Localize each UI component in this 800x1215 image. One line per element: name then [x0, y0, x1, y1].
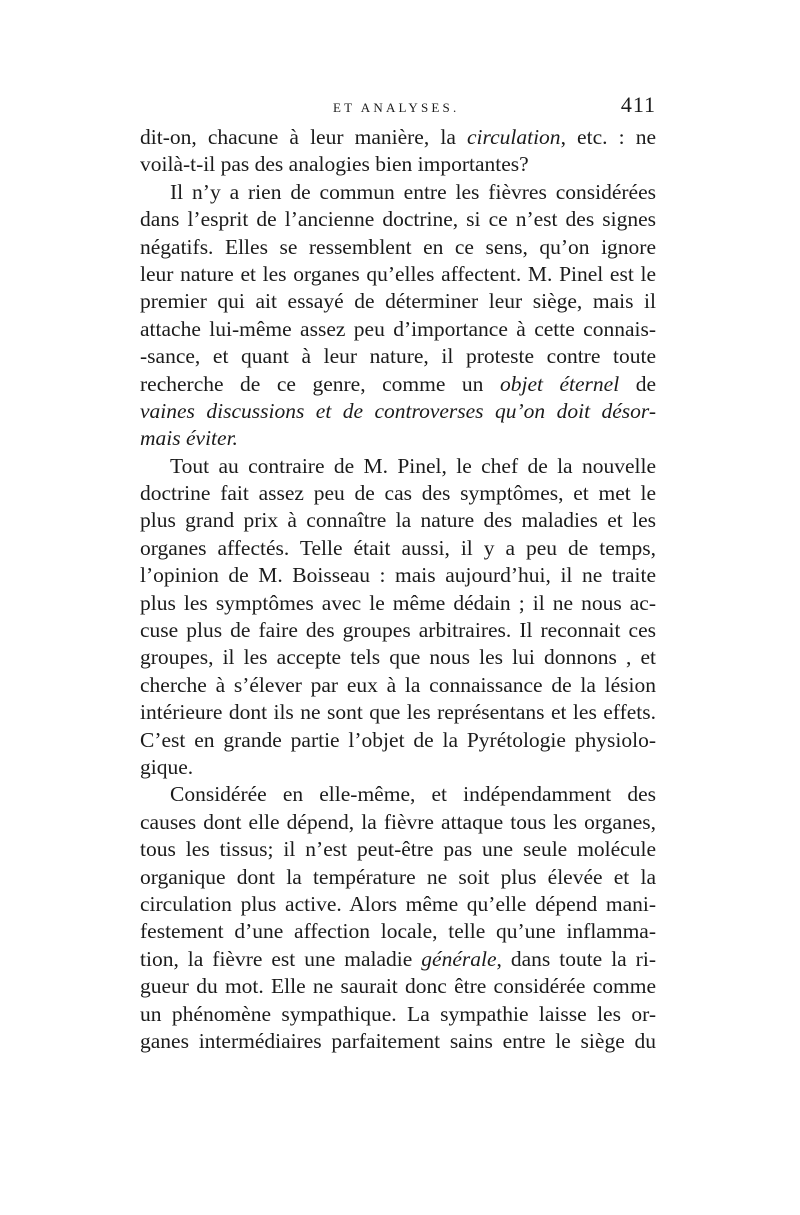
italic-phrase: générale: [421, 946, 497, 971]
running-head: ET ANALYSES.: [333, 100, 460, 115]
paragraph-first-line: Il n’y a rien de commun entre les fièvres considérées: [170, 179, 656, 204]
text-line: causes dont elle dépend, la fièvre attaque tous les organes,: [140, 809, 656, 834]
text-line-italic: vaines discussions et de controverses qu’on doit désor-: [140, 398, 656, 423]
text-line: gueur du mot. Elle ne saurait donc être considérée comme: [140, 974, 656, 999]
italic-phrase: objet éternel: [499, 371, 620, 396]
text-line: gique.: [140, 754, 194, 779]
text-line: négatifs. Elles se ressemblent en ce sens, qu’on ignore: [140, 234, 656, 259]
text-line: organique dont la température ne soit plus élevée et la: [140, 864, 656, 889]
text-line: cuse plus de faire des groupes arbitraires. Il reconnait ces: [140, 618, 656, 643]
text-line: attache lui-même assez peu d’importance à cette connais-: [140, 316, 656, 341]
text-line: plus les symptômes avec le même dédain ; il ne nous ac-: [140, 590, 656, 615]
text-line-italic: mais éviter.: [140, 426, 238, 451]
text-line: cherche à s’élever par eux à la connaissance de la lésion: [140, 672, 656, 697]
text-line: organes affectés. Telle était aussi, il y a peu de temps,: [140, 535, 656, 560]
text-line: voilà-t-il pas des analogies bien importantes?: [140, 152, 529, 177]
text-line: dans l’esprit de l’ancienne doctrine, si ce n’est des signes: [140, 207, 656, 232]
text-line: groupes, il les accepte tels que nous les lui donnons , et: [140, 645, 656, 670]
italic-phrase: circulation: [467, 125, 561, 149]
text-line: premier qui ait essayé de déterminer leur siège, mais il: [140, 289, 656, 314]
text-line: intérieure dont ils ne sont que les représentans et les effets.: [140, 700, 656, 725]
page-number: 411: [620, 92, 656, 117]
text-line: -sance, et quant à leur nature, il proteste contre toute: [140, 344, 656, 369]
text-line: doctrine fait assez peu de cas des symptômes, et met le: [140, 481, 656, 506]
text-line: plus grand prix à connaître la nature des maladies et les: [140, 508, 656, 533]
text-line: circulation plus active. Alors même qu’elle dépend mani-: [140, 891, 656, 916]
paragraph-first-line: Tout au contraire de M. Pinel, le chef de la nouvelle: [170, 453, 656, 478]
text-line: leur nature et les organes qu’elles affectent. M. Pinel est le: [140, 261, 656, 286]
text-line: festement d’une affection locale, telle qu’une inflamma-: [140, 919, 656, 944]
page-header: [140, 94, 656, 120]
text-line: recherche de ce genre, comme un objet éternel de: [140, 371, 656, 396]
text-line: un phénomène sympathique. La sympathie laisse les or-: [140, 1001, 656, 1026]
text-line: tion, la fièvre est une maladie générale, dans toute la ri-: [140, 946, 656, 971]
body-text: [140, 124, 656, 1055]
paragraph-first-line: Considérée en elle-même, et indépendamment des: [170, 782, 656, 807]
text-line: dit-on, chacune à leur manière, la circulation, etc. : ne: [140, 125, 656, 149]
text-line: tous les tissus; il n’est peut-être pas une seule molécule: [140, 837, 656, 862]
text-line: C’est en grande partie l’objet de la Pyrétologie physiolo-: [140, 727, 656, 752]
text-line: l’opinion de M. Boisseau : mais aujourd’hui, il ne traite: [140, 563, 656, 588]
text-line: ganes intermédiaires parfaitement sains entre le siège du: [140, 1028, 656, 1053]
